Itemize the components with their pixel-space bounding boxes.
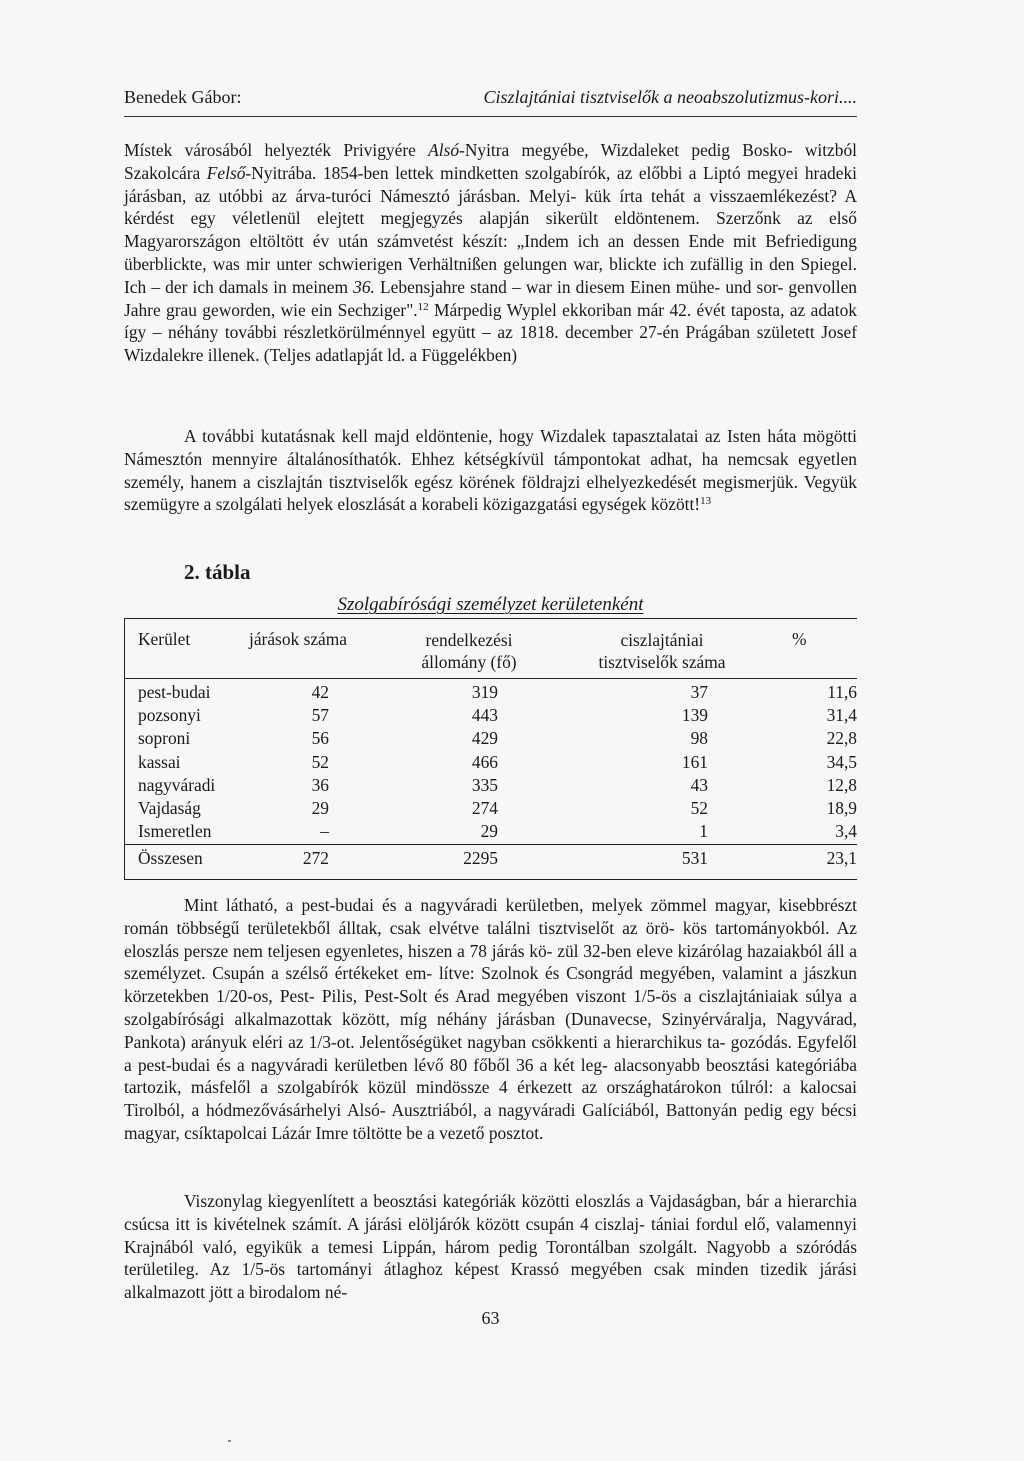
text-line: Viszonylag kiegyenlített a beosztási kategóriák közötti eloszlás a Vajdaságban, [184,1191,742,1211]
text-line: genvollen Jahre grau geworden, wie ein Sechziger". [124,276,857,320]
text-line: 42. évét taposta, az adatok így – néhány további részletkörülménnyel együtt – az [124,299,857,343]
text-line: a korabeli közigazgatási egységek között! [409,494,701,515]
table-rule-top [124,618,857,619]
cell-staff: 29 [480,821,498,842]
cell-pct: 18,9 [826,798,857,818]
cell-count: 52 [311,751,329,772]
cell-pct: 34,5 [826,751,857,772]
text-line: bár a hierarchia csúcsa itt is kivételnek számít. A járási elöljárók között csupán 4 ciszlaj- [124,1191,857,1234]
text-line: tániai fordul elő, valamennyi Krajnából való, egyikük a temesi Lippán, három pedig [124,1213,857,1257]
total-pct: 23,1 [826,848,857,868]
table-rule-bottom [124,879,857,880]
cell-count: 42 [311,682,329,702]
cell-cis: 1 [699,821,708,842]
table-title-text: Szolgabírósági személyzet kerületenként [337,594,644,615]
text-line: képest Krassó megyében csak minden tizedik járási alkalmazott jött a birodalom né- [124,1259,857,1303]
text-line: gozódás. Egyfelől a pest-budai és a nagyváradi kerületben lévő 80 főből 36 a két leg- [124,1031,857,1075]
total-staff: 2295 [463,848,498,868]
text-line: földrajzi elhelyezkedését megismerjük. Vegyük szemügyre a szolgálati helyek eloszlását [124,471,857,515]
cell-staff: 443 [471,705,498,726]
cell-cis: 139 [681,705,708,726]
cell-pct: 22,8 [826,728,857,749]
cell-pct: 31,4 [826,705,857,726]
cell-count: 57 [311,705,329,726]
header-rule [124,116,857,117]
text-line: -Nyitrába. 1854-ben lettek mindketten szolgabírók, az előbbi [245,162,683,183]
cell-cis: 52 [690,798,708,818]
text-line: Márpedig Wyplel ekkoriban már [428,299,665,320]
table-label: 2. tábla [184,560,251,584]
cell-staff: 429 [471,728,498,749]
cell-staff: 319 [471,682,498,702]
cell-district: kassai [138,751,181,772]
text-line: Místek városából helyezték Privigyére [124,140,429,160]
text-line: a Liptó megyei hradeki járásban, az utóbbi az árva-turóci Námesztó járásban. Melyi- [124,162,857,206]
running-head-title: Ciszlajtániai tisztviselők a neoabszolutizmus-kori.... [483,87,857,107]
text-line: Ausztriából, a nagyváradi Galíciából, Battonyán pedig egy bécsi magyar, csíktapolcai [124,1100,857,1143]
text-line: Lebensjahre stand – war in diesem Einen mühe- und sor- [374,276,784,297]
cell-district: Ismeretlen [138,821,212,842]
cell-cis: 37 [690,682,708,702]
text-line: Torontálban szolgált. Nagyobb a szóródás területileg. Az 1/5-ös tartományi átlaghoz [124,1236,857,1280]
text-line: kük írta tehát a visszaemlékezést? A kérdést egy véletlenül elejtett megjegyzés alapján [124,185,857,229]
cell-staff: 274 [471,798,498,818]
cell-cis: 43 [690,774,708,795]
total-district: Összesen [138,848,203,868]
header-count: járások száma [249,629,348,649]
footnote-marker: 12 [417,300,429,313]
cell-pct: 11,6 [827,682,857,702]
header-district: Kerület [138,629,191,649]
text-line: schwierigen Verhältnißen gelungen war, blickte ich zufällig in den Spiegel. Ich – der [124,253,857,297]
text-line: adhat, ha nemcsak egyetlen személy, hanem a ciszlajtán tisztviselők egész körének [124,448,857,492]
italic-text: Alsó [428,140,460,160]
page-number: 63 [481,1308,500,1328]
scan-speck [228,1440,231,1442]
text-line: Pilis, Pest-Solt és Arad megyében viszont 1/5-ös a ciszlajtániaiak súlya a szolgabírósági [124,986,857,1029]
cell-district: pozsonyi [138,705,201,726]
italic-text: 36. [353,276,375,297]
text-line: kisebbrészt román többségű területekből álltak, csak elvétve találni tisztviselőt az örö- [124,895,857,938]
text-line: háta mögötti Námesztón mennyire általánosíthatók. Ehhez kétségkívül támpontokat [124,426,858,469]
text-line: zül 32-ben eleve kizárólag hazaiakból áll a személyzet. Csupán a szélső értékeket em- [124,940,857,984]
text-line: ich damals in meinem [192,276,354,297]
table-rule-header [124,678,857,679]
cell-staff: 466 [471,751,498,772]
paragraph-2 [124,425,857,516]
cell-pct: 3,4 [835,821,857,842]
text-line: lítve: Szolnok és Csongrád megyében, valamint a jászkun körzetekben 1/20-os, Pest- [124,963,858,1007]
cell-district: soproni [138,728,191,749]
table-rule-total [124,844,857,845]
text-line: Pankota) arányuk eléri az 1/3-ot. Jelentőségüket nagyban csökkenti a hierarchikus ta- [124,1031,726,1052]
running-head [124,87,857,108]
text-line: Mint látható, a pest-budai és a nagyváradi kerületben, melyek zömmel magyar, [184,895,771,915]
cell-district: Vajdaság [138,798,201,818]
cell-pct: 12,8 [826,774,857,795]
cell-cis: 98 [690,728,708,749]
text-line: Lázár Imre töltötte be a vezető posztot. [271,1122,544,1143]
cell-count: 36 [311,774,329,795]
text-line: A további kutatásnak kell majd eldöntenie, hogy Wizdalek tapasztalatai az Isten [184,426,761,446]
paragraph-4 [124,1190,857,1304]
header-cis [577,629,747,673]
header-pct: % [792,629,807,649]
text-line: készít: „Indem ich an dessen Ende mit Befriedigung überblickte, was mir unter [124,231,857,274]
cell-count: 56 [311,728,329,749]
table-title [124,594,857,616]
text-line: witzból Szakolcára [124,140,857,183]
text-line: alacsonyabb beosztási kategóriába tartozik, másfelől a szolgabírók közül mindössze 4 [124,1054,857,1098]
total-count: 272 [302,848,329,868]
text-line: alkalmazottak között, míg néhány járásban (Dunavecse, Szinyérváralja, Nagyvárad, [234,1008,857,1029]
running-head-author: Benedek Gábor: [124,87,242,107]
header-staff-line2: állomány (fő) [421,652,517,672]
total-cis: 531 [681,848,708,868]
header-staff [404,629,534,673]
footnote-marker: 13 [700,495,712,508]
text-line: ld. a Függelékben) [387,345,518,366]
header-staff-line1: rendelkezési [425,630,513,650]
paragraph-3 [124,894,857,1145]
cell-staff: 335 [471,774,498,795]
data-table [124,618,857,880]
cell-district: pest-budai [138,682,211,702]
cell-cis: 161 [681,751,708,772]
header-cis-line2: tisztviselők száma [598,652,726,672]
cell-count: 29 [311,798,329,818]
text-line: sikerült eldöntenem. Szerzőnk az első Magyarországon eltöltött év után számvetést [124,208,858,252]
text-line: kös tartományokból. Az eloszlás persze nem teljesen egyenletes, hiszen a 78 járás kö- [124,917,857,961]
text-line: -Nyitra megyébe, Wizdaleket pedig Bosko- [459,140,793,160]
text-line: érkezett az országhatárokon túlról: a kalocsai Tirolból, a hódmezővásárhelyi Alsó- [124,1077,857,1121]
italic-text: Felső [206,162,246,183]
cell-count: – [320,821,329,842]
cell-district: nagyváradi [138,774,216,795]
header-cis-line1: ciszlajtániai [620,630,704,650]
text-line: 1818. december 27-én Prágában született Josef Wizdalekre illenek. (Teljes adatlapját [124,322,857,366]
paragraph-1 [124,139,857,367]
table-rule-left [124,618,125,880]
